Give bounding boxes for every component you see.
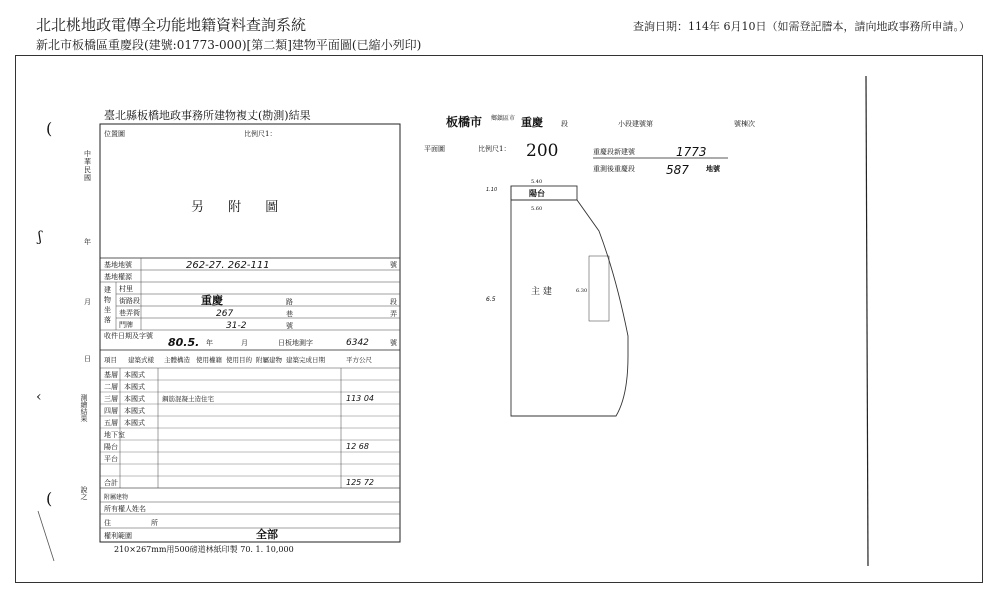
lane-label: 巷弄衖 <box>119 309 140 317</box>
svg-text:號: 號 <box>390 261 397 269</box>
receipt-stamp: 80.5. <box>168 336 200 349</box>
floor-style: 本國式 <box>124 419 145 427</box>
svg-text:小段建號第: 小段建號第 <box>618 120 653 128</box>
svg-text:附屬建物: 附屬建物 <box>256 356 282 364</box>
scanned-document-frame <box>15 55 983 583</box>
village-label: 村里 <box>119 285 133 293</box>
plan-section: 重慶 <box>521 116 543 129</box>
binder-mark: ( <box>46 119 53 138</box>
form-footer: 210×267mm用500磅道林紙印製 70. 1. 10,000 <box>114 545 294 554</box>
svg-text:鄉鎮區市: 鄉鎮區市 <box>491 115 516 122</box>
floor-plan-outline <box>511 186 628 416</box>
floor-label: 三層 <box>104 395 118 403</box>
binder-mark: ‹ <box>36 389 42 405</box>
svg-text:重測後重慶段: 重測後重慶段 <box>593 165 635 173</box>
svg-text:年: 年 <box>206 339 213 347</box>
svg-text:中: 中 <box>84 150 91 158</box>
svg-text:路: 路 <box>286 298 293 306</box>
map-note: 另 附 圖 <box>191 200 289 215</box>
floor-label: 二層 <box>104 383 118 391</box>
svg-text:使用權籍: 使用權籍 <box>196 356 222 364</box>
street-label: 街路段 <box>119 297 140 305</box>
svg-text:6.30: 6.30 <box>576 288 588 294</box>
lane-value: 267 <box>216 309 234 319</box>
owner-label: 所有權人姓名 <box>104 505 146 513</box>
svg-text:項目: 項目 <box>104 356 117 364</box>
floor-area: 113 04 <box>346 394 374 403</box>
floor-label: 四層 <box>104 407 118 415</box>
binder-mark: ( <box>46 489 53 508</box>
floor-style: 本國式 <box>124 383 145 391</box>
binder-mark: ʃ <box>38 229 42 245</box>
page-subtitle: 新北市板橋區重慶段(建號:01773-000)[第二類]建物平面圖(已縮小列印) <box>36 38 422 52</box>
side-note: 說之 <box>80 486 88 500</box>
floor-label: 基層 <box>104 371 118 379</box>
base-lot-label: 基地地號 <box>104 261 132 269</box>
svg-text:坐: 坐 <box>104 306 111 314</box>
era-column <box>80 149 91 501</box>
svg-text:日板地測字: 日板地測字 <box>278 339 313 347</box>
svg-text:華: 華 <box>84 158 91 166</box>
svg-text:段: 段 <box>561 120 568 128</box>
scan-line <box>38 511 54 561</box>
plan-label: 平面圖 <box>424 145 445 153</box>
plan-scale: 200 <box>526 141 559 161</box>
attached-label: 附屬建物 <box>104 494 129 501</box>
svg-text:地號: 地號 <box>706 164 720 173</box>
plan-city: 板橋市 <box>446 115 483 129</box>
number-label: 門牌 <box>119 321 133 329</box>
new-building-number: 1773 <box>676 145 707 159</box>
svg-text:月: 月 <box>84 298 91 306</box>
page-title: 北北桃地政電傳全功能地籍資料查詢系統 <box>36 16 307 34</box>
scanned-floor-plan <box>16 56 984 584</box>
receipt-label: 收件日期及字號 <box>104 332 153 340</box>
svg-text:主體構造: 主體構造 <box>164 356 190 364</box>
svg-text:重慶段新建號: 重慶段新建號 <box>593 148 635 156</box>
svg-text:5.40: 5.40 <box>531 179 543 185</box>
svg-text:段: 段 <box>390 298 397 306</box>
rights-label: 權利範圍 <box>104 532 132 540</box>
receipt-number: 6342 <box>346 338 369 348</box>
svg-text:平方公尺: 平方公尺 <box>346 356 372 364</box>
floor-label: 陽台 <box>104 443 118 451</box>
floor-style: 本國式 <box>124 395 145 403</box>
base-lot-value: 262-27. 262-111 <box>186 260 270 271</box>
scale-label: 比例尺1： <box>244 130 277 138</box>
svg-text:弄: 弄 <box>390 310 397 318</box>
balcony-label: 陽台 <box>529 188 545 198</box>
resurvey-lot: 587 <box>666 163 689 177</box>
road-value: 重慶 <box>201 294 223 307</box>
floor-structure: 鋼筋混凝土造住宅 <box>162 395 214 403</box>
svg-text:使用目的: 使用目的 <box>226 356 252 364</box>
side-label: 測繪結果 <box>80 394 88 422</box>
svg-text:5.60: 5.60 <box>531 206 543 212</box>
svg-text:年: 年 <box>84 238 91 246</box>
floor-area: 125 72 <box>346 478 374 487</box>
query-date: 查詢日期：114年 6月10日（如需登記謄本，請向地政事務所申請。） <box>633 20 970 33</box>
floor-label: 地下室 <box>104 431 125 439</box>
svg-text:國: 國 <box>84 174 91 182</box>
floor-label: 合計 <box>104 479 118 487</box>
floor-label: 平台 <box>104 455 118 463</box>
svg-text:建: 建 <box>104 286 111 294</box>
number-value: 31-2 <box>226 321 247 331</box>
floor-area: 12 68 <box>346 442 369 451</box>
svg-text:物: 物 <box>104 296 111 304</box>
svg-text:月: 月 <box>241 339 248 347</box>
svg-text:比例尺1：: 比例尺1： <box>478 145 511 153</box>
rights-value: 全部 <box>256 528 278 541</box>
svg-text:6.5: 6.5 <box>486 296 496 303</box>
svg-text:1.10: 1.10 <box>486 187 498 193</box>
svg-text:日: 日 <box>84 355 91 363</box>
floor-label: 五層 <box>104 419 118 427</box>
floor-style: 本國式 <box>124 407 145 415</box>
floor-table <box>100 370 400 488</box>
svg-text:建築完成日期: 建築完成日期 <box>286 356 325 364</box>
svg-text:建築式樣: 建築式樣 <box>128 356 154 364</box>
svg-text:巷: 巷 <box>286 310 293 318</box>
column-headers <box>104 355 373 364</box>
main-building-label: 主 建 <box>531 287 552 297</box>
right-edge-line <box>866 76 868 566</box>
form-title: 臺北縣板橋地政事務所建物複丈(勘測)結果 <box>104 109 311 122</box>
location-map-label: 位置圖 <box>104 130 125 138</box>
address-label: 住所 <box>104 519 198 527</box>
svg-text:號: 號 <box>286 322 293 330</box>
svg-text:號: 號 <box>390 339 397 347</box>
floor-style: 本國式 <box>124 371 145 379</box>
svg-text:民: 民 <box>84 166 91 174</box>
base-rights-label: 基地權源 <box>104 273 132 281</box>
svg-text:號棟次: 號棟次 <box>734 120 755 128</box>
svg-text:落: 落 <box>104 316 111 324</box>
